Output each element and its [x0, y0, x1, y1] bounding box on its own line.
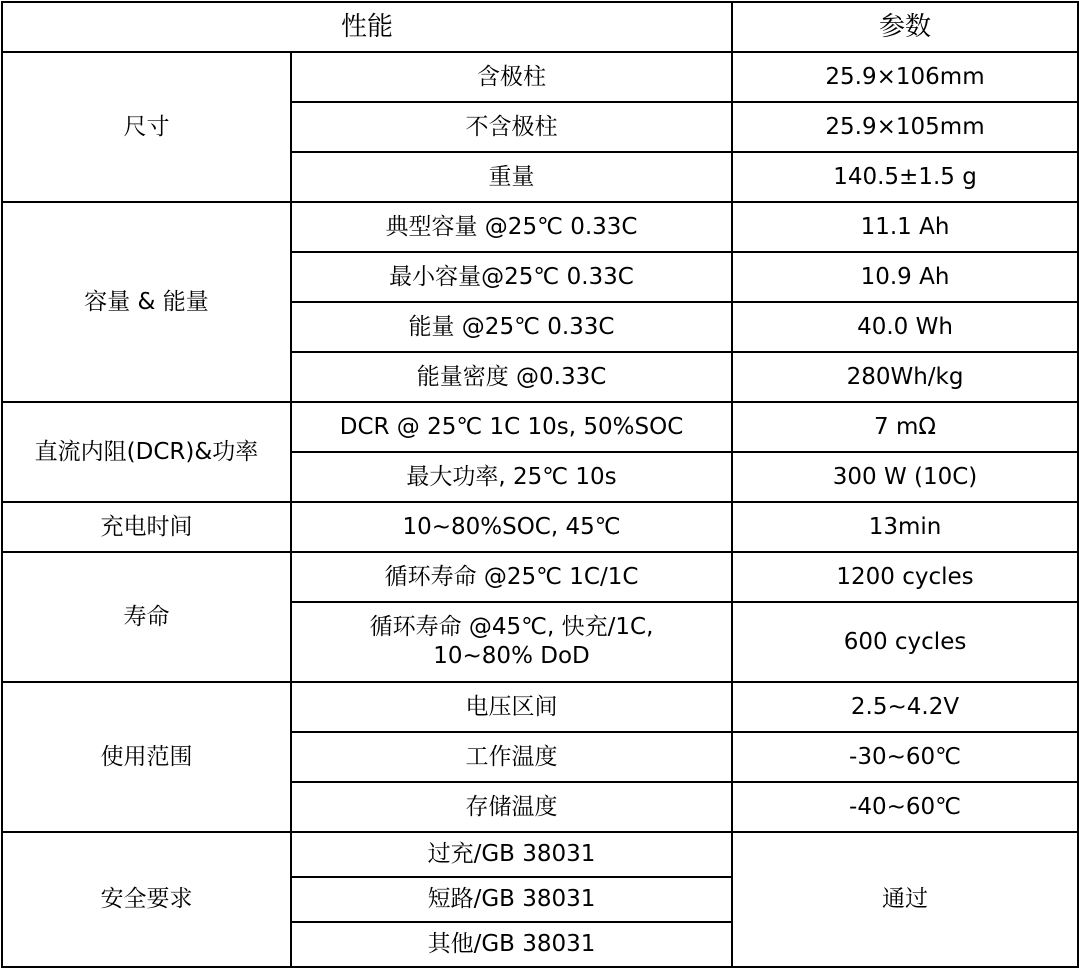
value-cell: 11.1 Ah — [732, 202, 1078, 252]
group-label-life: 寿命 — [2, 552, 291, 682]
item-cell: 不含极柱 — [291, 102, 732, 152]
value-cell: 25.9×106mm — [732, 52, 1078, 102]
item-line: 循环寿命 @45℃, 快充/1C, — [369, 614, 654, 640]
value-cell: 140.5±1.5 g — [732, 152, 1078, 202]
item-cell: 能量 @25℃ 0.33C — [291, 302, 732, 352]
spec-table — [1, 1, 1079, 968]
table-row — [2, 402, 1078, 452]
item-multiline — [370, 613, 654, 671]
group-label-size: 尺寸 — [2, 52, 291, 202]
item-cell: 最大功率, 25℃ 10s — [291, 452, 732, 502]
value-cell: 10.9 Ah — [732, 252, 1078, 302]
value-cell: 7 mΩ — [732, 402, 1078, 452]
table-row — [2, 202, 1078, 252]
item-cell: 典型容量 @25℃ 0.33C — [291, 202, 732, 252]
value-cell: 600 cycles — [732, 602, 1078, 682]
value-cell: 通过 — [732, 832, 1078, 967]
value-cell: -40~60℃ — [732, 782, 1078, 832]
group-label-safety: 安全要求 — [2, 832, 291, 967]
value-cell: 280Wh/kg — [732, 352, 1078, 402]
table-row — [2, 832, 1078, 877]
item-cell: 10~80%SOC, 45℃ — [291, 502, 732, 552]
header-performance: 性能 — [2, 2, 732, 52]
value-cell: 2.5~4.2V — [732, 682, 1078, 732]
item-cell: DCR @ 25℃ 1C 10s, 50%SOC — [291, 402, 732, 452]
value-cell: 300 W (10C) — [732, 452, 1078, 502]
item-line: 10~80% DoD — [433, 643, 590, 669]
item-cell: 短路/GB 38031 — [291, 877, 732, 922]
item-cell: 最小容量@25℃ 0.33C — [291, 252, 732, 302]
item-cell: 能量密度 @0.33C — [291, 352, 732, 402]
header-parameter: 参数 — [732, 2, 1078, 52]
value-cell: 40.0 Wh — [732, 302, 1078, 352]
item-cell — [291, 602, 732, 682]
value-cell: 25.9×105mm — [732, 102, 1078, 152]
group-label-capacity: 容量 & 能量 — [2, 202, 291, 402]
item-cell: 其他/GB 38031 — [291, 922, 732, 967]
item-cell: 重量 — [291, 152, 732, 202]
item-cell: 循环寿命 @25℃ 1C/1C — [291, 552, 732, 602]
value-cell: 13min — [732, 502, 1078, 552]
item-cell: 工作温度 — [291, 732, 732, 782]
item-cell: 过充/GB 38031 — [291, 832, 732, 877]
item-cell: 电压区间 — [291, 682, 732, 732]
value-cell: -30~60℃ — [732, 732, 1078, 782]
value-cell: 1200 cycles — [732, 552, 1078, 602]
group-label-charge: 充电时间 — [2, 502, 291, 552]
group-label-resistance: 直流内阻(DCR)&功率 — [2, 402, 291, 502]
group-label-range: 使用范围 — [2, 682, 291, 832]
table-row — [2, 502, 1078, 552]
table-row — [2, 682, 1078, 732]
item-cell: 含极柱 — [291, 52, 732, 102]
header-row — [2, 2, 1078, 52]
table-row — [2, 552, 1078, 602]
table-row — [2, 52, 1078, 102]
item-cell: 存储温度 — [291, 782, 732, 832]
